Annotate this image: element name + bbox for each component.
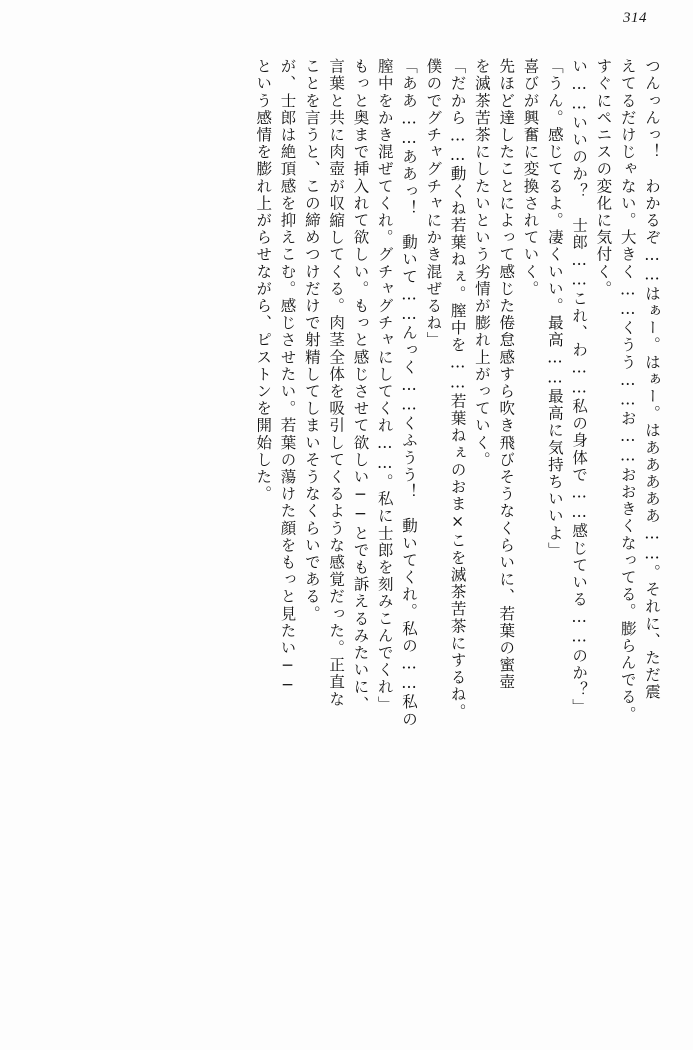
- text-column: 僕のでグチャグチャにかき混ぜるね」: [424, 58, 443, 349]
- text-column: 「ああ……ああっ！ 動いて……んっく……くふうう！ 動いてくれ。私の……私の: [400, 58, 419, 728]
- text-column: もっと奥まで挿入れて欲しい。もっと感じさせて欲しい──とでも訴えるみたいに、: [351, 58, 370, 713]
- text-column: い……いいのか？ 士郎……これ、わ……私の身体で……感じている……のか？」: [570, 58, 589, 716]
- text-column: 「だから……動くね若葉ねぇ。膣中を……若葉ねぇのおま×こを滅茶苦茶にするね。: [448, 58, 467, 721]
- text-column: えてるだけじゃない。大きく……くうう……お……おおきくなってる。膨らんでる。: [618, 58, 637, 723]
- text-column: を滅茶苦茶にしたいという劣情が膨れ上がっていく。: [472, 58, 491, 469]
- text-column: つんっんっ！ わかるぞ……はぁー。はぁー。はあああああ……。それに、ただ震: [643, 58, 661, 701]
- text-column: 「うん。感じてるよ。凄くいい。最高……最高に気持ちいいよ」: [545, 58, 564, 559]
- text-column: 膣中をかき混ぜてくれ。グチャグチャにしてくれ……。私に士郎を刻みこんでくれ」: [375, 58, 394, 713]
- text-column: という感情を膨れ上がらせながら、ピストンを開始した。: [254, 58, 273, 503]
- text-column: 先ほど達したことによって感じた倦怠感すら吹き飛びそうなくらいに、若葉の蜜壺: [497, 58, 516, 691]
- vertical-text-body: [46, 58, 659, 998]
- text-column: ことを言うと、この締めつけだけで射精してしまいそうなくらいである。: [302, 58, 321, 623]
- page-number: 314: [623, 10, 647, 26]
- text-column: すぐにペニスの変化に気付く。: [594, 58, 613, 298]
- text-column: が、士郎は絶頂感を抑えこむ。感じさせたい。若葉の蕩けた顔をもっと見たい──: [278, 58, 297, 696]
- text-column: 言葉と共に肉壺が収縮してくる。肉茎全体を吸引してくるような感覚だった。正直な: [327, 58, 346, 708]
- text-column: 喜びが興奮に変換されていく。: [521, 58, 540, 298]
